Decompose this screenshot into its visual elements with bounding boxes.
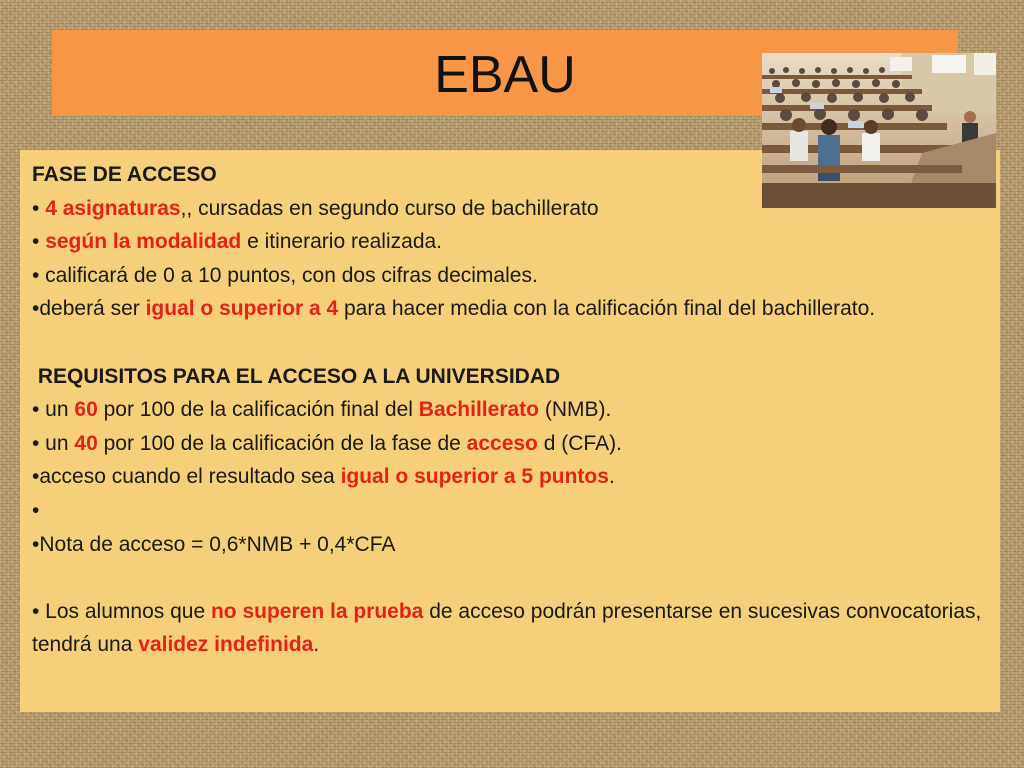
- fase-item-2-text: e itinerario realizada.: [241, 230, 443, 254]
- requisitos-item-3-bullet: •acceso cuando el resultado sea: [32, 465, 341, 489]
- fase-item-2-highlight: según la modalidad: [45, 230, 242, 254]
- final-item-text-1: de acceso podrán presentarse en sucesivas convocatorias, tendrá una: [32, 599, 982, 657]
- requisitos-item-2-bullet: • un: [32, 431, 75, 455]
- fase-item-4-bullet: •deberá ser: [32, 297, 146, 321]
- blank-line-2: [32, 561, 988, 595]
- requisitos-item-3-text: .: [608, 465, 615, 489]
- fase-item-1-text: ,, cursadas en segundo curso de bachillerato: [180, 196, 599, 220]
- fase-item-2: [32, 225, 988, 259]
- classroom-photo: [762, 53, 996, 208]
- requisitos-item-1-bullet: • un: [32, 398, 75, 422]
- requisitos-item-1: [32, 393, 988, 427]
- requisitos-item-1-text-1: por 100 de la calificación final del: [97, 398, 419, 422]
- requisitos-item-2-highlight-2: acceso: [466, 431, 538, 455]
- slide-title: EBAU: [434, 46, 576, 104]
- classroom-photo-image: [762, 53, 996, 208]
- final-item-bullet: • Los alumnos que: [32, 599, 211, 623]
- fase-item-4: [32, 292, 988, 326]
- content-box: [20, 150, 1000, 712]
- requisitos-item-4: •: [32, 498, 40, 522]
- fase-item-4-highlight: igual o superior a 4: [145, 297, 339, 321]
- blank-line-1: [32, 326, 988, 360]
- final-item-text-2: .: [313, 633, 320, 657]
- fase-heading: FASE DE ACCESO: [32, 163, 217, 186]
- requisitos-item-2-text-2: d (CFA).: [537, 431, 622, 455]
- requisitos-item-3: [32, 460, 988, 494]
- requisitos-item-2: [32, 427, 988, 461]
- fase-item-1-bullet: •: [32, 196, 46, 220]
- requisitos-item-2-highlight-1: 40: [74, 431, 98, 455]
- requisitos-item-1-text-2: (NMB).: [539, 398, 612, 422]
- final-item-highlight-2: validez indefinida: [138, 633, 314, 657]
- fase-item-4-text: para hacer media con la calificación final del bachillerato.: [338, 297, 876, 321]
- requisitos-item-3-highlight: igual o superior a 5 puntos: [340, 465, 609, 489]
- fase-item-1-highlight: 4 asignaturas: [45, 196, 181, 220]
- fase-item-3: • calificará de 0 a 10 puntos, con dos cifras decimales.: [32, 263, 538, 287]
- requisitos-item-2-text-1: por 100 de la calificación de la fase de: [97, 431, 467, 455]
- final-item: [32, 595, 988, 662]
- requisitos-heading: REQUISITOS PARA EL ACCESO A LA UNIVERSIDAD: [32, 364, 561, 388]
- fase-item-2-bullet: •: [32, 230, 46, 254]
- requisitos-item-1-highlight-1: 60: [74, 398, 98, 422]
- requisitos-item-5: •Nota de acceso = 0,6*NMB + 0,4*CFA: [32, 532, 396, 556]
- requisitos-item-1-highlight-2: Bachillerato: [418, 398, 539, 422]
- final-item-highlight-1: no superen la prueba: [210, 599, 424, 623]
